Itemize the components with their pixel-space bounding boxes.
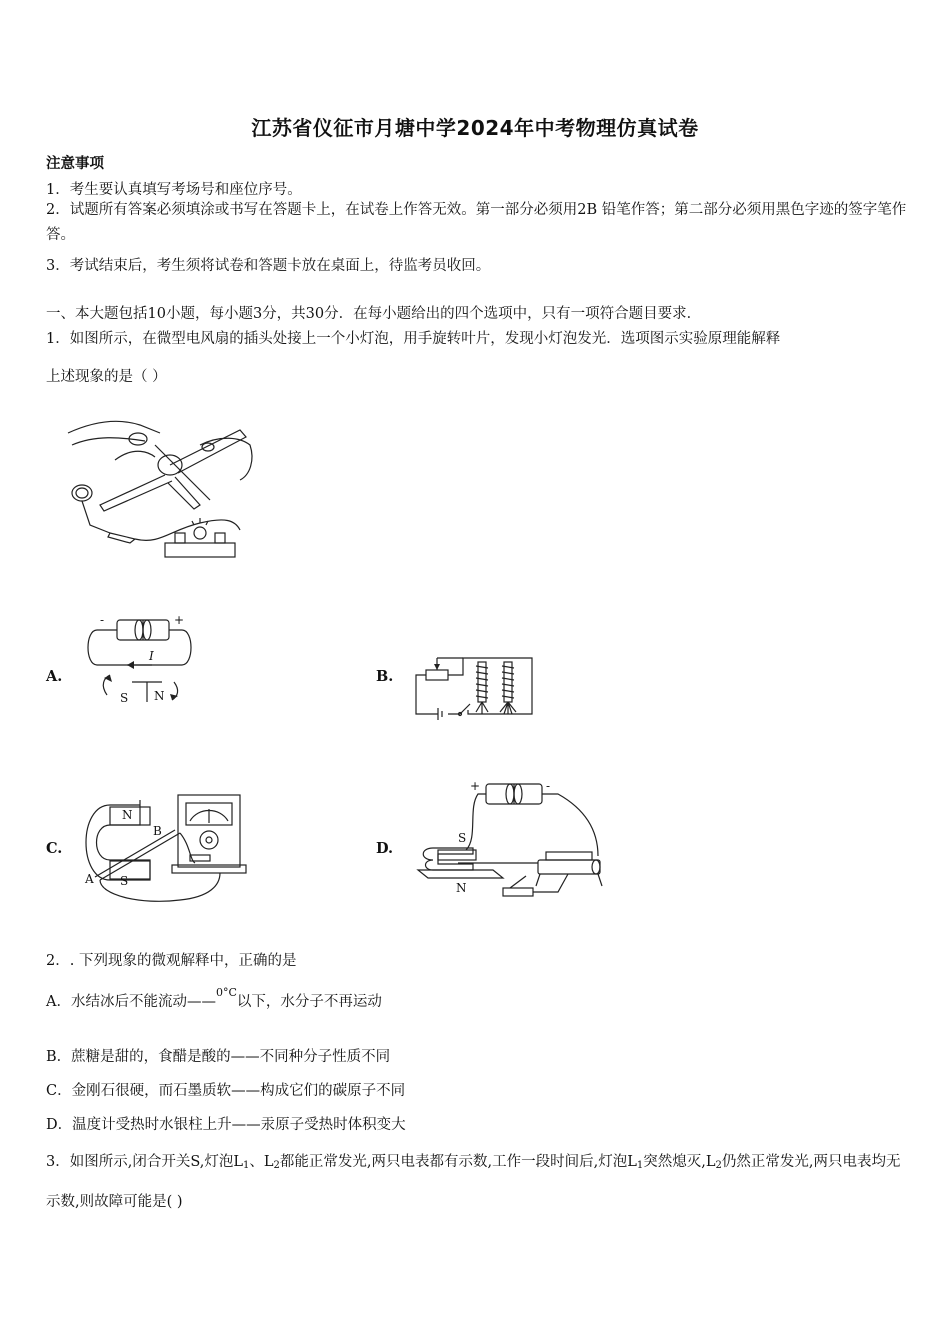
- q2-option-c: C．金刚石很硬，而石墨质软——构成它们的碳原子不同: [46, 1083, 406, 1099]
- q1-a-plus: +: [174, 613, 185, 627]
- q1-d-south: S: [458, 831, 467, 845]
- q3-sub-3: 1: [636, 1160, 644, 1171]
- q1-option-d-figure: [408, 778, 608, 906]
- page-title: 江苏省仪征市月塘中学2024年中考物理仿真试卷: [251, 116, 699, 140]
- q2-option-a-formula: 0°C: [215, 986, 237, 999]
- q1-a-current: I: [149, 649, 154, 663]
- fan-figure: [60, 405, 260, 570]
- q1-option-c-label: C.: [46, 840, 63, 857]
- q2-option-a-text-end: 以下，水分子不再运动: [236, 994, 382, 1010]
- q2-option-d: D．温度计受热时水银柱上升——汞原子受热时体积变大: [46, 1117, 406, 1133]
- q1-c-a: A: [85, 872, 94, 886]
- q3-sub-4: 2: [715, 1160, 722, 1171]
- q1-a-south: S: [120, 691, 129, 705]
- section-heading: 一、本大题包括10小题，每小题3分，共30分．在每小题给出的四个选项中，只有一项符合题目要求．: [46, 306, 702, 322]
- notice-heading: 注意事项: [46, 155, 104, 172]
- q2-option-a: [46, 986, 382, 1011]
- q1-a-minus: -: [100, 613, 105, 627]
- q3-text-3: 都能正常发光,两只电表都有示数,工作一段时间后,灯泡L: [279, 1154, 637, 1170]
- q2-option-a-text: A．水结冰后不能流动——: [46, 994, 216, 1010]
- q1-stem-line1: 1．如图所示，在微型电风扇的插头处接上一个小灯泡，用手旋转叶片，发现小灯泡发光．选项图示实验原理能解释: [46, 331, 781, 347]
- q1-option-a-label: A.: [46, 668, 63, 685]
- notice-item-3: 3．考试结束后，考生须将试卷和答题卡放在桌面上，待监考员收回。: [46, 258, 491, 274]
- q1-a-north: N: [154, 689, 165, 703]
- q1-option-c-figure: [80, 785, 250, 910]
- q1-option-b-label: B.: [376, 668, 394, 685]
- q3-sub-2: 2: [273, 1160, 280, 1171]
- notice-item-2: 2．试题所有答案必须填涂或书写在答题卡上，在试卷上作答无效。第一部分必须用2B 铅笔作答；第二部分必须用黑色字迹的签字笔作答。: [46, 202, 907, 243]
- q1-d-plus: +: [470, 779, 481, 793]
- q1-c-south: S: [120, 874, 129, 888]
- q3-sub-1: 1: [243, 1160, 250, 1171]
- q1-option-d-label: D.: [376, 840, 394, 857]
- q3-text-1: 3．如图所示,闭合开关S,灯泡L: [46, 1154, 243, 1170]
- notice-item-1: 1．考生要认真填写考场号和座位序号。: [46, 182, 302, 198]
- q3-text-2: 、L: [249, 1154, 274, 1170]
- q2-option-b: B．蔗糖是甜的，食醋是酸的——不同种分子性质不同: [46, 1049, 391, 1065]
- q1-option-a-figure: [82, 610, 202, 710]
- q1-option-b-figure: [408, 648, 538, 726]
- q1-c-b: B: [153, 824, 162, 838]
- q2-stem: 2．. 下列现象的微观解释中，正确的是: [46, 953, 297, 969]
- q3-stem: [46, 1144, 908, 1220]
- q1-stem-line2: 上述现象的是（ ）: [46, 369, 167, 385]
- q1-d-north: N: [456, 881, 467, 895]
- q3-text-5: 仍然正常发光,两只电表均无示数,则故障可能是( ): [46, 1154, 901, 1210]
- q1-d-minus: -: [546, 779, 551, 793]
- q1-c-north: N: [122, 808, 133, 822]
- q3-text-4: 突然熄灭,L: [643, 1154, 716, 1170]
